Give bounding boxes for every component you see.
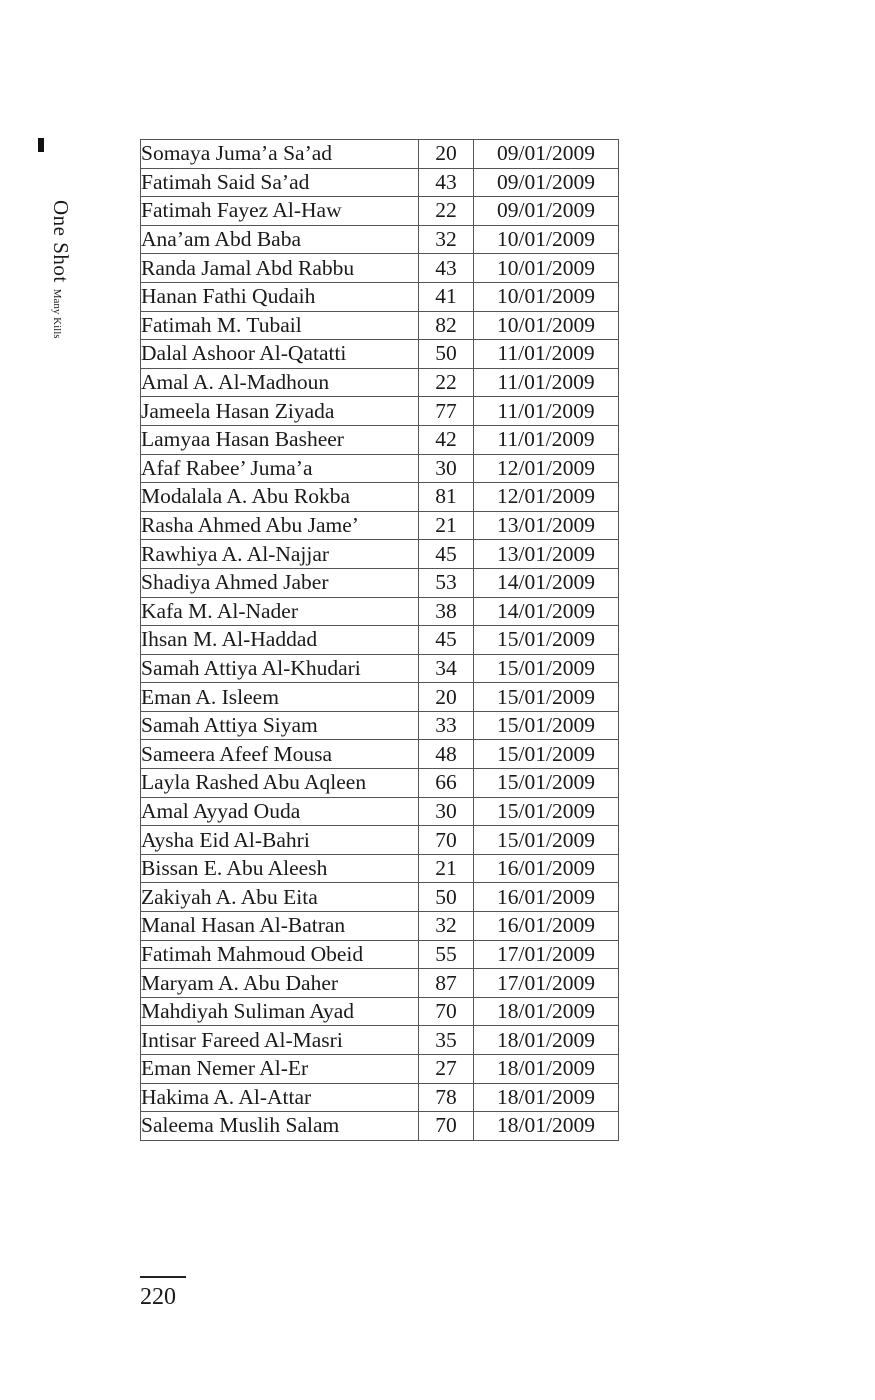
table-row: [141, 340, 619, 369]
date-cell: 10/01/2009: [474, 282, 619, 311]
date-cell: 15/01/2009: [474, 626, 619, 655]
name-cell: Layla Rashed Abu Aqleen: [141, 769, 419, 798]
name-cell: Zakiyah A. Abu Eita: [141, 883, 419, 912]
name-cell: Fatimah Fayez Al-Haw: [141, 197, 419, 226]
table-row: [141, 1112, 619, 1141]
table-row: [141, 940, 619, 969]
age-cell: 33: [419, 711, 474, 740]
age-cell: 87: [419, 969, 474, 998]
table-row: [141, 711, 619, 740]
date-cell: 10/01/2009: [474, 225, 619, 254]
date-cell: 09/01/2009: [474, 140, 619, 169]
table-row: [141, 568, 619, 597]
date-cell: 10/01/2009: [474, 254, 619, 283]
date-cell: 11/01/2009: [474, 368, 619, 397]
age-cell: 32: [419, 225, 474, 254]
name-cell: Rawhiya A. Al-Najjar: [141, 540, 419, 569]
date-cell: 15/01/2009: [474, 683, 619, 712]
name-cell: Eman Nemer Al-Er: [141, 1055, 419, 1084]
age-cell: 32: [419, 912, 474, 941]
table-row: [141, 140, 619, 169]
date-cell: 15/01/2009: [474, 740, 619, 769]
table-row: [141, 483, 619, 512]
table-row: [141, 969, 619, 998]
date-cell: 11/01/2009: [474, 425, 619, 454]
table-row: [141, 826, 619, 855]
age-cell: 22: [419, 368, 474, 397]
age-cell: 30: [419, 797, 474, 826]
age-cell: 78: [419, 1083, 474, 1112]
date-cell: 14/01/2009: [474, 597, 619, 626]
date-cell: 15/01/2009: [474, 711, 619, 740]
name-cell: Ana’am Abd Baba: [141, 225, 419, 254]
age-cell: 70: [419, 826, 474, 855]
table-row: [141, 654, 619, 683]
age-cell: 21: [419, 854, 474, 883]
age-cell: 45: [419, 540, 474, 569]
page-number-rule: [140, 1276, 186, 1278]
table-row: [141, 1083, 619, 1112]
age-cell: 21: [419, 511, 474, 540]
age-cell: 43: [419, 254, 474, 283]
table-row: [141, 597, 619, 626]
date-cell: 16/01/2009: [474, 883, 619, 912]
age-cell: 77: [419, 397, 474, 426]
age-cell: 27: [419, 1055, 474, 1084]
age-cell: 55: [419, 940, 474, 969]
name-cell: Dalal Ashoor Al-Qatatti: [141, 340, 419, 369]
date-cell: 10/01/2009: [474, 311, 619, 340]
age-cell: 35: [419, 1026, 474, 1055]
age-cell: 70: [419, 1112, 474, 1141]
table-row: [141, 883, 619, 912]
date-cell: 17/01/2009: [474, 969, 619, 998]
date-cell: 16/01/2009: [474, 854, 619, 883]
age-cell: 81: [419, 483, 474, 512]
date-cell: 12/01/2009: [474, 454, 619, 483]
name-cell: Saleema Muslih Salam: [141, 1112, 419, 1141]
date-cell: 09/01/2009: [474, 168, 619, 197]
date-cell: 18/01/2009: [474, 1055, 619, 1084]
date-cell: 15/01/2009: [474, 654, 619, 683]
name-cell: Eman A. Isleem: [141, 683, 419, 712]
table-row: [141, 740, 619, 769]
table-row: [141, 197, 619, 226]
table-row: [141, 769, 619, 798]
table-row: [141, 540, 619, 569]
table-row: [141, 425, 619, 454]
age-cell: 41: [419, 282, 474, 311]
date-cell: 12/01/2009: [474, 483, 619, 512]
table-row: [141, 168, 619, 197]
running-header: [49, 200, 73, 339]
name-cell: Fatimah Said Sa’ad: [141, 168, 419, 197]
table-row: [141, 1055, 619, 1084]
table-row: [141, 397, 619, 426]
age-cell: 50: [419, 883, 474, 912]
name-cell: Bissan E. Abu Aleesh: [141, 854, 419, 883]
age-cell: 48: [419, 740, 474, 769]
age-cell: 70: [419, 997, 474, 1026]
name-cell: Aysha Eid Al-Bahri: [141, 826, 419, 855]
name-cell: Fatimah Mahmoud Obeid: [141, 940, 419, 969]
date-cell: 13/01/2009: [474, 540, 619, 569]
name-cell: Somaya Juma’a Sa’ad: [141, 140, 419, 169]
date-cell: 18/01/2009: [474, 997, 619, 1026]
name-cell: Afaf Rabee’ Juma’a: [141, 454, 419, 483]
date-cell: 15/01/2009: [474, 826, 619, 855]
age-cell: 30: [419, 454, 474, 483]
age-cell: 20: [419, 140, 474, 169]
name-cell: Amal Ayyad Ouda: [141, 797, 419, 826]
table-row: [141, 254, 619, 283]
age-cell: 34: [419, 654, 474, 683]
name-cell: Sameera Afeef Mousa: [141, 740, 419, 769]
date-cell: 15/01/2009: [474, 769, 619, 798]
book-title: One Shot: [49, 200, 73, 283]
page-number: 220: [140, 1284, 176, 1310]
name-cell: Intisar Fareed Al-Masri: [141, 1026, 419, 1055]
date-cell: 11/01/2009: [474, 397, 619, 426]
book-subtitle: Many Kills: [51, 288, 63, 339]
age-cell: 38: [419, 597, 474, 626]
name-cell: Amal A. Al-Madhoun: [141, 368, 419, 397]
age-cell: 20: [419, 683, 474, 712]
age-cell: 42: [419, 425, 474, 454]
name-cell: Randa Jamal Abd Rabbu: [141, 254, 419, 283]
name-cell: Ihsan M. Al-Haddad: [141, 626, 419, 655]
name-cell: Modalala A. Abu Rokba: [141, 483, 419, 512]
name-cell: Jameela Hasan Ziyada: [141, 397, 419, 426]
name-cell: Manal Hasan Al-Batran: [141, 912, 419, 941]
age-cell: 45: [419, 626, 474, 655]
name-cell: Fatimah M. Tubail: [141, 311, 419, 340]
name-cell: Samah Attiya Al-Khudari: [141, 654, 419, 683]
table-row: [141, 225, 619, 254]
table-row: [141, 311, 619, 340]
date-cell: 18/01/2009: [474, 1026, 619, 1055]
table-row: [141, 511, 619, 540]
name-cell: Hanan Fathi Qudaih: [141, 282, 419, 311]
date-cell: 17/01/2009: [474, 940, 619, 969]
age-cell: 50: [419, 340, 474, 369]
age-cell: 43: [419, 168, 474, 197]
name-cell: Maryam A. Abu Daher: [141, 969, 419, 998]
name-cell: Samah Attiya Siyam: [141, 711, 419, 740]
name-cell: Kafa M. Al-Nader: [141, 597, 419, 626]
date-cell: 14/01/2009: [474, 568, 619, 597]
name-cell: Mahdiyah Suliman Ayad: [141, 997, 419, 1026]
table-row: [141, 1026, 619, 1055]
age-cell: 66: [419, 769, 474, 798]
date-cell: 09/01/2009: [474, 197, 619, 226]
table-row: [141, 997, 619, 1026]
date-cell: 18/01/2009: [474, 1112, 619, 1141]
name-cell: Rasha Ahmed Abu Jame’: [141, 511, 419, 540]
table-row: [141, 683, 619, 712]
running-header-bar: [38, 138, 44, 152]
table-row: [141, 912, 619, 941]
age-cell: 22: [419, 197, 474, 226]
victims-table-body: [141, 140, 619, 1141]
victims-table: [140, 139, 619, 1141]
name-cell: Shadiya Ahmed Jaber: [141, 568, 419, 597]
table-row: [141, 368, 619, 397]
table-row: [141, 454, 619, 483]
date-cell: 15/01/2009: [474, 797, 619, 826]
age-cell: 82: [419, 311, 474, 340]
table-row: [141, 282, 619, 311]
name-cell: Hakima A. Al-Attar: [141, 1083, 419, 1112]
table-row: [141, 626, 619, 655]
table-row: [141, 797, 619, 826]
table-row: [141, 854, 619, 883]
name-cell: Lamyaa Hasan Basheer: [141, 425, 419, 454]
date-cell: 13/01/2009: [474, 511, 619, 540]
date-cell: 18/01/2009: [474, 1083, 619, 1112]
date-cell: 11/01/2009: [474, 340, 619, 369]
age-cell: 53: [419, 568, 474, 597]
date-cell: 16/01/2009: [474, 912, 619, 941]
